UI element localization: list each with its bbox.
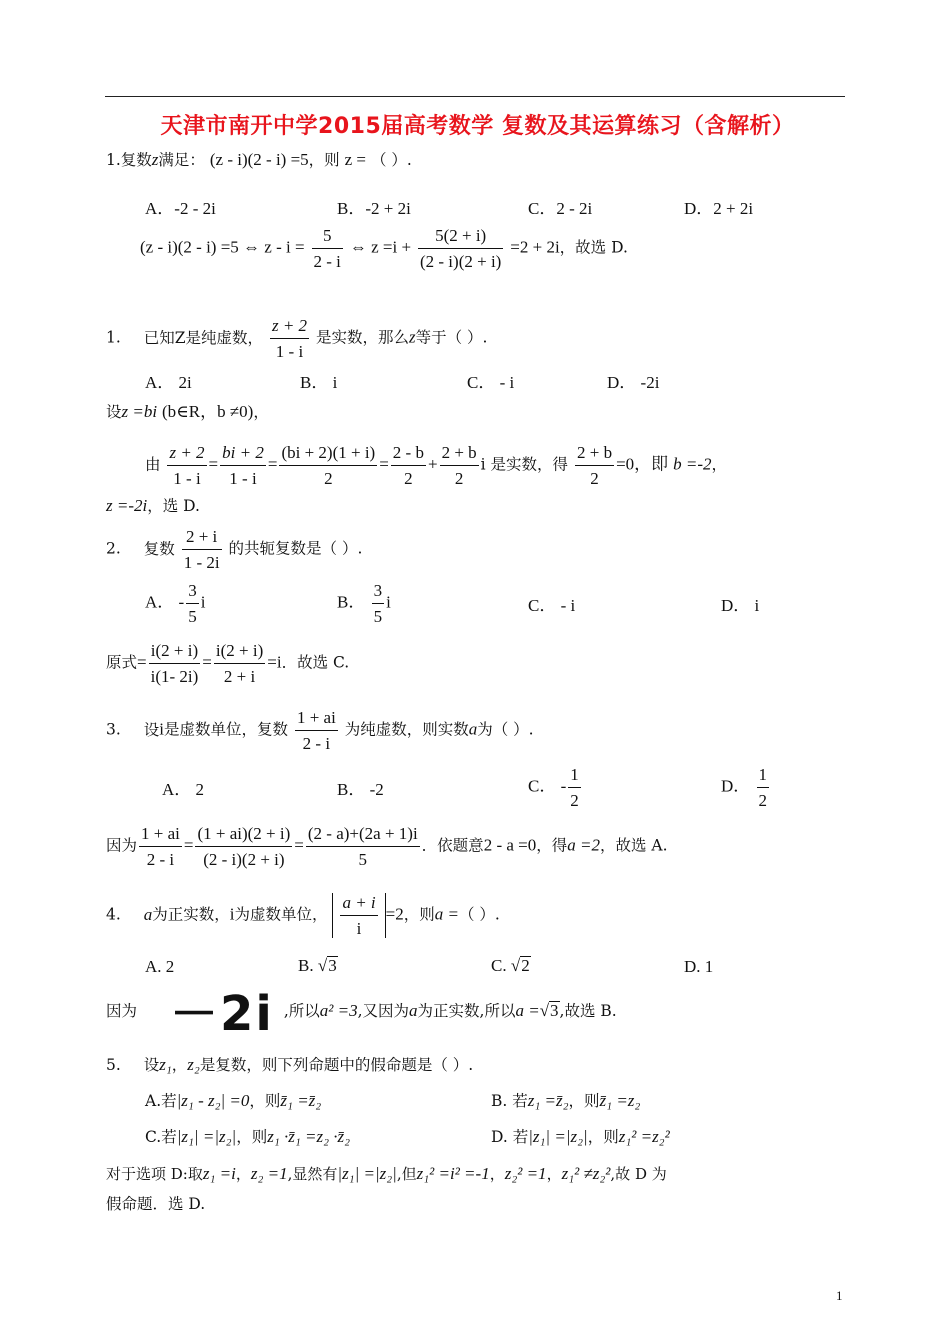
- q0-stem-c: ，则: [308, 151, 340, 169]
- q4-sol-b: ,所以: [283, 1002, 320, 1020]
- q1-derivation: 由 $\frac{z + 2}{1 - i}$ = $\frac{bi + 2}{1 - i}$ = $\frac{(bi + 2)(1 + i)}{2}$ = $\frac{2 - b}{2}$ + $\frac{2 + b}{2}$ i 是实数，得 $\frac{2 + b}{2}$ =0，即 b =-2，: [145, 443, 728, 488]
- q1-stem-c: 等于（ ）.: [415, 328, 488, 347]
- q1-by: 由: [145, 455, 161, 474]
- q2-choice-b: B． $\frac{3}{5}$ i: [337, 581, 391, 626]
- q5-z1: z₁: [159, 1055, 172, 1074]
- q3-stem-d: 为（ ）.: [477, 720, 534, 739]
- q0-choice-a: A．-2 - 2i: [145, 199, 216, 218]
- q0-choice-d: D．2 + 2i: [684, 199, 754, 218]
- q0-ask: z =: [344, 150, 367, 169]
- q3-sol-b: ．依题意: [421, 836, 484, 855]
- q2-sol-a: 原式: [106, 653, 138, 672]
- q4-sol-eq1: a² =3: [319, 1001, 358, 1020]
- q3-var-a: a: [468, 719, 478, 739]
- q2-sol-b: =i: [267, 652, 282, 672]
- q3-stem-fraction: $\frac{1 + ai}{2 - i}$: [296, 708, 336, 753]
- document-title: 天津市南开中学2015届高考数学 复数及其运算练习（含解析）: [160, 114, 795, 139]
- q1-frac-5: $\frac{2 + b}{2}$: [441, 443, 477, 488]
- q1-choice-a: A． 2i: [145, 373, 192, 392]
- q4-solution: 因为 －2i ,所以a² =3,又因为a为正实数,所以a =√3,故选 B.: [106, 986, 617, 1042]
- q4-choice-b: B. √3: [298, 956, 337, 975]
- q5-solution: 对于选项 D:取z₁ =i，z₂ =1,显然有|z₁| =|z₂|,但z₁² =i² =-1，z₂² =1，z₁² ≠z₂²,故 D 为: [106, 1164, 667, 1183]
- q4-choice-c: C. √2: [491, 956, 530, 975]
- q1-choice-d: D． -2i: [607, 373, 660, 392]
- q4-stem-a: 为正实数，: [152, 905, 230, 924]
- q2-choice-a-fraction: $\frac{3}{5}$: [188, 581, 197, 626]
- q1-set-cond: (b∈R，b ≠0): [162, 402, 254, 421]
- q3-stem-b: 是虚数单位，复数: [163, 720, 288, 739]
- q1-set-eq: z =bi: [121, 402, 158, 421]
- q5-option-c: C.若|z₁| =|z₂|，则z₁ ·z̄₁ =z₂ ·z̄₂: [145, 1127, 351, 1146]
- q1-choice-c: C． - i: [467, 373, 515, 392]
- q5-z2: z₂: [187, 1055, 200, 1074]
- q0-stem-d: （ ）.: [370, 151, 412, 169]
- q4-choice-b-radicand: 3: [328, 956, 337, 975]
- q3-choice-a: A． 2: [162, 780, 205, 799]
- q4-sol-big-image: －2i: [169, 986, 274, 1042]
- q3-choice-c-fraction: $\frac{1}{2}$: [570, 765, 579, 810]
- q0-choice-b: B．-2 + 2i: [337, 199, 411, 218]
- q3-stem-a: 设: [143, 720, 160, 739]
- q2-sol-frac-1: $\frac{i(2 + i)}{i(1- 2i)}$: [150, 641, 199, 686]
- q1-frac-4: $\frac{2 - b}{2}$: [392, 443, 424, 488]
- q1-choice-b: B． i: [300, 373, 338, 392]
- q5-option-a: A.若|z₁ - z₂| =0，则z̄₁ =z̄₂: [145, 1091, 322, 1110]
- q4-sol-a: 因为: [106, 1002, 138, 1020]
- q0-stem-a: 1.复数: [106, 151, 152, 169]
- q3-sol-frac-2: $\frac{(1 + ai)(2 + i)}{(2 - i)(2 + i)}$: [197, 824, 291, 869]
- q0-var-z: z: [151, 150, 159, 169]
- q5-number: 5.: [106, 1056, 121, 1074]
- q2-stem-a: 复数: [143, 539, 175, 558]
- q2-stem-b: 的共轭复数是（ ）.: [228, 539, 363, 558]
- q1-stem-a: 已知Z是纯虚数，: [143, 328, 264, 347]
- q3-choice-d: D． $\frac{1}{2}$: [721, 765, 768, 810]
- q3-sol-eq2: a =2: [567, 835, 600, 855]
- q0-stem: [106, 151, 412, 169]
- q1-setup: [106, 403, 269, 421]
- q4-stem-d: ，则: [403, 905, 435, 924]
- q3-i: i: [159, 719, 164, 739]
- q1-final-txt: ，选 D.: [147, 497, 200, 515]
- q2-sol-c: ．故选 C.: [281, 653, 350, 672]
- q2-stem-fraction: $\frac{2 + i}{1 - 2i}$: [183, 527, 220, 572]
- q4-i: i: [229, 904, 235, 924]
- q2-choice-a: A． - $\frac{3}{5}$ i: [145, 581, 206, 626]
- page-number: 1: [836, 1288, 843, 1303]
- q5-stem-b: 是复数，则下列命题中的假命题是（ ）.: [199, 1056, 474, 1074]
- q1-final: [106, 497, 200, 515]
- q1-stem: [106, 316, 487, 361]
- q0-sol-a: (z - i)(2 - i) =5 ⇔ z - i =: [140, 237, 305, 257]
- q3-number: 3.: [106, 720, 121, 739]
- q4-sol-var-a: a: [409, 1001, 418, 1020]
- q2-choice-d: D． i: [721, 596, 760, 615]
- header-rule: [105, 96, 845, 97]
- q0-choice-c: C．2 - 2i: [528, 199, 593, 218]
- q1-end-b: b =-2: [673, 454, 712, 474]
- q4-sol-e: ,故选 B.: [559, 1002, 617, 1020]
- q3-choice-b: B． -2: [337, 780, 384, 799]
- q1-stem-fraction: $\frac{z + 2}{1 - i}$: [271, 316, 308, 361]
- q2-stem: [106, 527, 362, 572]
- q5-stem-a: 设: [143, 1056, 160, 1074]
- q0-solution: [140, 226, 628, 271]
- q4-sol-eq2: a =: [515, 1001, 540, 1020]
- q1-set-a: 设: [106, 403, 122, 421]
- q0-sol-b: ⇔ z =i +: [349, 237, 412, 257]
- q4-sol-d: 为正实数,所以: [417, 1002, 516, 1020]
- q2-choice-c: C． - i: [528, 596, 576, 615]
- q1-final-eq: z =-2i: [106, 496, 148, 515]
- q3-sol-a: 因为: [106, 836, 138, 855]
- q1-mid: i 是实数，得: [480, 455, 569, 474]
- q4-choice-a: A. 2: [145, 957, 175, 976]
- q0-sol-fraction-2: $\frac{5(2 + i)}{(2 - i)(2 + i)}$: [419, 226, 502, 271]
- q1-stem-b: 是实数，那么: [315, 328, 409, 347]
- q5-option-d: D. 若|z₁| =|z₂|，则z₁² =z₂²: [491, 1127, 670, 1146]
- q0-sol-c: =2 + 2i: [510, 237, 560, 257]
- q4-number: 4.: [106, 905, 121, 924]
- q3-choice-c: C． - $\frac{1}{2}$: [528, 765, 579, 810]
- q1-set-b: ，: [253, 403, 269, 421]
- q1-frac-1: $\frac{z + 2}{1 - i}$: [169, 443, 205, 488]
- q1-end-c: ，: [711, 455, 728, 474]
- q3-sol-d: ，故选 A.: [599, 836, 668, 855]
- q0-sol-d: ，故选 D.: [559, 238, 628, 257]
- q4-var-a: a: [143, 904, 153, 924]
- q1-frac-6: $\frac{2 + b}{2}$: [576, 443, 613, 488]
- q1-frac-3: $\frac{(bi + 2)(1 + i)}{2}$: [281, 443, 376, 488]
- q0-equation: (z - i)(2 - i) =5: [209, 150, 309, 169]
- q3-choice-d-fraction: $\frac{1}{2}$: [758, 765, 768, 810]
- q4-sol-radicand: 3: [550, 1001, 559, 1020]
- q4-ask: a =: [434, 904, 459, 924]
- q2-number: 2.: [106, 539, 121, 558]
- q1-var-z: z: [409, 327, 416, 347]
- q2-solution: 原式= $\frac{i(2 + i)}{i(1- 2i)}$ = $\frac{i(2 + i)}{2 + i}$ =i．故选 C.: [106, 641, 350, 686]
- q0-sol-fraction-1: $\frac{5}{2 - i}$: [313, 226, 341, 271]
- q3-stem: [106, 708, 534, 753]
- q4-abs-fraction: $\frac{a + i}{i}$: [332, 893, 385, 938]
- q4-sol-c: ,又因为: [357, 1002, 410, 1020]
- q3-sol-eq1: 2 - a =0: [483, 835, 537, 855]
- q4-stem-c: =2: [385, 904, 404, 924]
- q1-frac-2: $\frac{bi + 2}{1 - i}$: [222, 443, 264, 488]
- q5-solution-line-2: 假命题．选 D.: [106, 1195, 206, 1213]
- q3-sol-c: ，得: [536, 836, 568, 855]
- q5-option-b: B. 若z₁ =z̄₂，则z̄₁ =z₂: [491, 1091, 641, 1110]
- q3-sol-frac-3: $\frac{(2 - a)+(2a + 1)i}{5}$: [307, 824, 418, 869]
- q5-stem: 5. 设z₁，z₂是复数，则下列命题中的假命题是（ ）.: [106, 1055, 474, 1074]
- q3-solution: 因为 $\frac{1 + ai}{2 - i}$ = $\frac{(1 + ai)(2 + i)}{(2 - i)(2 + i)}$ = $\frac{(2 - a)+(2a + 1)i}{5}$ ．依题意2 - a =0，得a =2，故选 A.: [106, 824, 668, 869]
- q3-stem-c: 为纯虚数，则实数: [344, 720, 469, 739]
- q4-choice-d: D. 1: [684, 957, 714, 976]
- q0-stem-b: 满足：: [158, 151, 205, 169]
- q1-end-a: =0，即: [616, 454, 669, 474]
- q2-sol-frac-2: $\frac{i(2 + i)}{2 + i}$: [215, 641, 264, 686]
- q4-stem-e: （ ）.: [458, 905, 500, 924]
- q1-number: 1.: [106, 328, 121, 347]
- q2-choice-b-fraction: $\frac{3}{5}$: [373, 581, 383, 626]
- q3-sol-frac-1: $\frac{1 + ai}{2 - i}$: [141, 824, 180, 869]
- q4-stem: [106, 893, 500, 938]
- q4-choice-c-radicand: 2: [521, 956, 530, 975]
- q4-stem-b: 为虚数单位，: [234, 905, 328, 924]
